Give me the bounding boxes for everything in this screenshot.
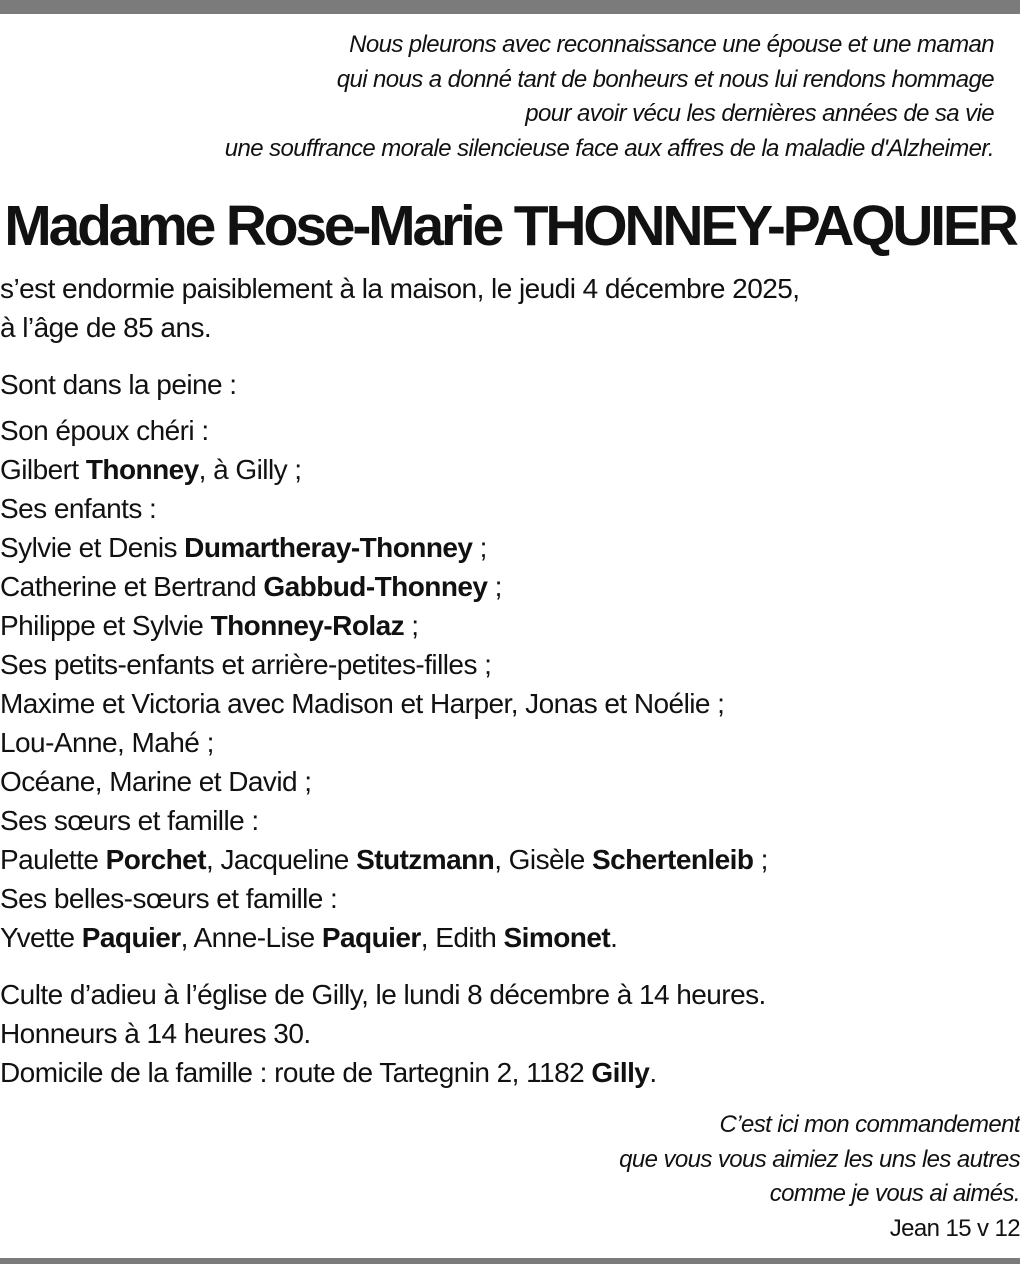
grandchildren-line: Lou-Anne, Mahé ; [0, 727, 214, 758]
obituary-body [0, 269, 1000, 1092]
intro-tribute [34, 28, 994, 166]
sisters-in-law-line: Yvette Paquier, Anne-Lise Paquier, Edith Simonet. [0, 922, 618, 953]
sisters-label: Ses sœurs et famille : [0, 805, 259, 836]
children-label: Ses enfants : [0, 493, 157, 524]
child-line: Philippe et Sylvie Thonney-Rolaz ; [0, 610, 419, 641]
sisters-line: Paulette Porchet, Jacqueline Stutzmann, Gisèle Schertenleib ; [0, 844, 768, 875]
intro-line: Nous pleurons avec reconnaissance une épouse et une maman [349, 31, 994, 58]
deceased-name: Madame Rose-Marie THONNEY-PAQUIER [4, 194, 1016, 258]
mourners-heading: Sont dans la peine : [0, 369, 237, 400]
grandchildren-label: Ses petits-enfants et arrière-petites-filles ; [0, 649, 492, 680]
bible-verse [260, 1108, 1020, 1246]
grandchildren-line: Maxime et Victoria avec Madison et Harper, Jonas et Noélie ; [0, 688, 725, 719]
verse-reference: Jean 15 v 12 [889, 1214, 1020, 1242]
verse-line: que vous vous aimiez les uns les autres [619, 1145, 1020, 1173]
grandchildren-line: Océane, Marine et David ; [0, 766, 312, 797]
announcement-line: s’est endormie paisiblement à la maison, le jeudi 4 décembre 2025, [0, 273, 800, 304]
top-rule [0, 0, 1020, 14]
intro-line: qui nous a donné tant de bonheurs et nous lui rendons hommage [336, 65, 994, 93]
announcement-line: à l’âge de 85 ans. [0, 312, 212, 343]
intro-line: une souffrance morale silencieuse face aux affres de la maladie d'Alzheimer. [224, 134, 994, 162]
verse-line: comme je vous ai aimés. [769, 1180, 1020, 1207]
verse-line: C’est ici mon commandement [719, 1111, 1020, 1138]
intro-line: pour avoir vécu les dernières années de sa vie [525, 100, 994, 127]
spouse-label: Son époux chéri : [0, 415, 209, 446]
honours-line: Honneurs à 14 heures 30. [0, 1018, 311, 1049]
domicile-line: Domicile de la famille : route de Tartegnin 2, 1182 Gilly. [0, 1057, 657, 1088]
sisters-in-law-label: Ses belles-sœurs et famille : [0, 883, 338, 914]
child-line: Catherine et Bertrand Gabbud-Thonney ; [0, 571, 502, 602]
spouse-line: Gilbert Thonney, à Gilly ; [0, 454, 302, 485]
bottom-rule [0, 1258, 1020, 1264]
service-line: Culte d’adieu à l’église de Gilly, le lundi 8 décembre à 14 heures. [0, 979, 766, 1010]
child-line: Sylvie et Denis Dumartheray-Thonney ; [0, 532, 487, 563]
